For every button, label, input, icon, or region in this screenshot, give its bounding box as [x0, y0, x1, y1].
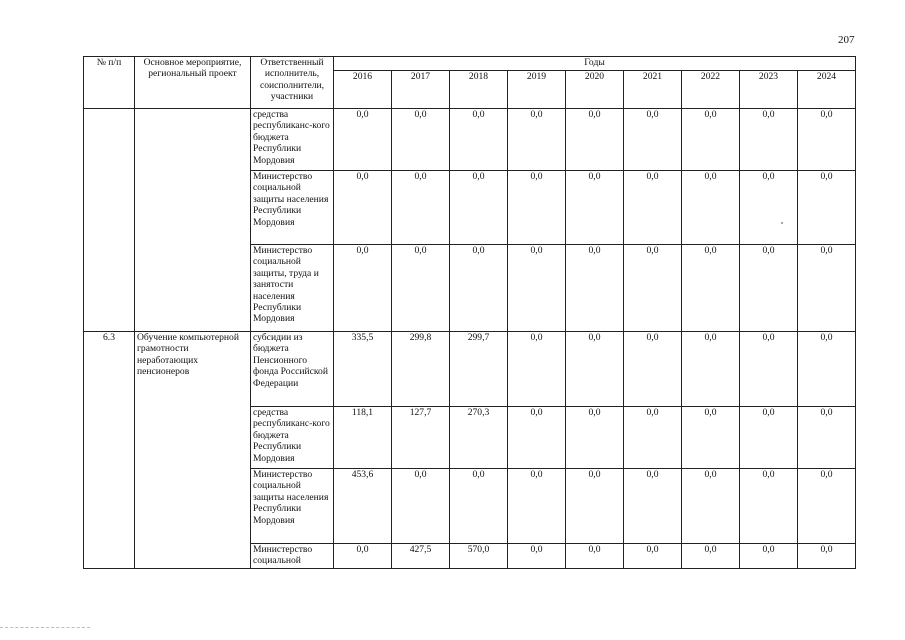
- value-cell: 0,0: [798, 332, 856, 407]
- value-cell: 0,0: [508, 245, 566, 332]
- value-cell: 0,0: [508, 469, 566, 544]
- value-cell: 0,0: [682, 171, 740, 245]
- value-cell: 427,5: [392, 544, 450, 569]
- header-year: 2019: [508, 71, 566, 109]
- responsible-cell: Министерство социальной защиты, труда и занятости населения Республики Мордовия: [251, 245, 334, 332]
- value-cell: 0,0: [450, 109, 508, 171]
- header-year: 2017: [392, 71, 450, 109]
- scan-speck: [781, 222, 783, 224]
- header-year: 2022: [682, 71, 740, 109]
- scan-artifact: [0, 627, 90, 629]
- value-cell: 570,0: [450, 544, 508, 569]
- value-cell: 0,0: [682, 245, 740, 332]
- value-cell: 270,3: [450, 407, 508, 469]
- value-cell: 0,0: [624, 469, 682, 544]
- value-cell: 0,0: [508, 544, 566, 569]
- value-cell: 453,6: [334, 469, 392, 544]
- value-cell: 0,0: [740, 109, 798, 171]
- value-cell: 0,0: [624, 245, 682, 332]
- value-cell: 0,0: [740, 171, 798, 245]
- header-responsible: Ответственный исполнитель, соисполнители, участники: [251, 57, 334, 109]
- value-cell: 0,0: [682, 407, 740, 469]
- header-year: 2021: [624, 71, 682, 109]
- value-cell: 0,0: [508, 407, 566, 469]
- header-year: 2020: [566, 71, 624, 109]
- value-cell: 0,0: [334, 171, 392, 245]
- value-cell: 0,0: [392, 171, 450, 245]
- value-cell: 0,0: [566, 109, 624, 171]
- value-cell: 0,0: [334, 109, 392, 171]
- value-cell: 0,0: [682, 109, 740, 171]
- responsible-cell: Министерство социальной: [251, 544, 334, 569]
- value-cell: 0,0: [798, 407, 856, 469]
- responsible-cell: субсидии из бюджета Пенсионного фонда Российской Федерации: [251, 332, 334, 407]
- value-cell: 0,0: [508, 171, 566, 245]
- value-cell: 299,7: [450, 332, 508, 407]
- value-cell: 0,0: [798, 469, 856, 544]
- value-cell: 0,0: [566, 332, 624, 407]
- value-cell: 0,0: [508, 332, 566, 407]
- page-number: 207: [838, 34, 855, 46]
- value-cell: 0,0: [682, 469, 740, 544]
- header-year: 2018: [450, 71, 508, 109]
- value-cell: 299,8: [392, 332, 450, 407]
- value-cell: 118,1: [334, 407, 392, 469]
- value-cell: 127,7: [392, 407, 450, 469]
- value-cell: 0,0: [566, 469, 624, 544]
- value-cell: 0,0: [740, 245, 798, 332]
- value-cell: 0,0: [392, 245, 450, 332]
- table-row: [84, 109, 856, 171]
- value-cell: 0,0: [624, 332, 682, 407]
- value-cell: 0,0: [740, 469, 798, 544]
- value-cell: 0,0: [740, 332, 798, 407]
- value-cell: 0,0: [566, 544, 624, 569]
- value-cell: 0,0: [624, 171, 682, 245]
- value-cell: 0,0: [392, 109, 450, 171]
- table-row: [84, 332, 856, 407]
- value-cell: 0,0: [334, 544, 392, 569]
- value-cell: 0,0: [740, 407, 798, 469]
- value-cell: 0,0: [566, 407, 624, 469]
- event-cell: [135, 109, 251, 332]
- value-cell: 0,0: [624, 544, 682, 569]
- header-year: 2024: [798, 71, 856, 109]
- header-year: 2016: [334, 71, 392, 109]
- value-cell: 0,0: [798, 171, 856, 245]
- value-cell: 0,0: [334, 245, 392, 332]
- value-cell: 0,0: [624, 109, 682, 171]
- value-cell: 0,0: [508, 109, 566, 171]
- value-cell: 0,0: [566, 171, 624, 245]
- value-cell: 0,0: [624, 407, 682, 469]
- header-years: Годы: [334, 57, 856, 71]
- value-cell: 0,0: [450, 245, 508, 332]
- value-cell: 0,0: [740, 544, 798, 569]
- value-cell: 335,5: [334, 332, 392, 407]
- value-cell: 0,0: [682, 544, 740, 569]
- budget-table: [83, 56, 856, 569]
- value-cell: 0,0: [450, 171, 508, 245]
- num-cell: [84, 109, 135, 332]
- header-event: Основное мероприятие, региональный проект: [135, 57, 251, 109]
- value-cell: 0,0: [798, 109, 856, 171]
- value-cell: 0,0: [682, 332, 740, 407]
- value-cell: 0,0: [450, 469, 508, 544]
- value-cell: 0,0: [798, 544, 856, 569]
- responsible-cell: Министерство социальной защиты населения Республики Мордовия: [251, 171, 334, 245]
- responsible-cell: Министерство социальной защиты населения Республики Мордовия: [251, 469, 334, 544]
- responsible-cell: средства республиканс-кого бюджета Республики Мордовия: [251, 407, 334, 469]
- value-cell: 0,0: [566, 245, 624, 332]
- event-cell: Обучение компьютерной грамотности неработающих пенсионеров: [135, 332, 251, 569]
- value-cell: 0,0: [798, 245, 856, 332]
- value-cell: 0,0: [392, 469, 450, 544]
- num-cell: 6.3: [84, 332, 135, 569]
- header-year: 2023: [740, 71, 798, 109]
- responsible-cell: средства республиканс-кого бюджета Республики Мордовия: [251, 109, 334, 171]
- header-num: № п/п: [84, 57, 135, 109]
